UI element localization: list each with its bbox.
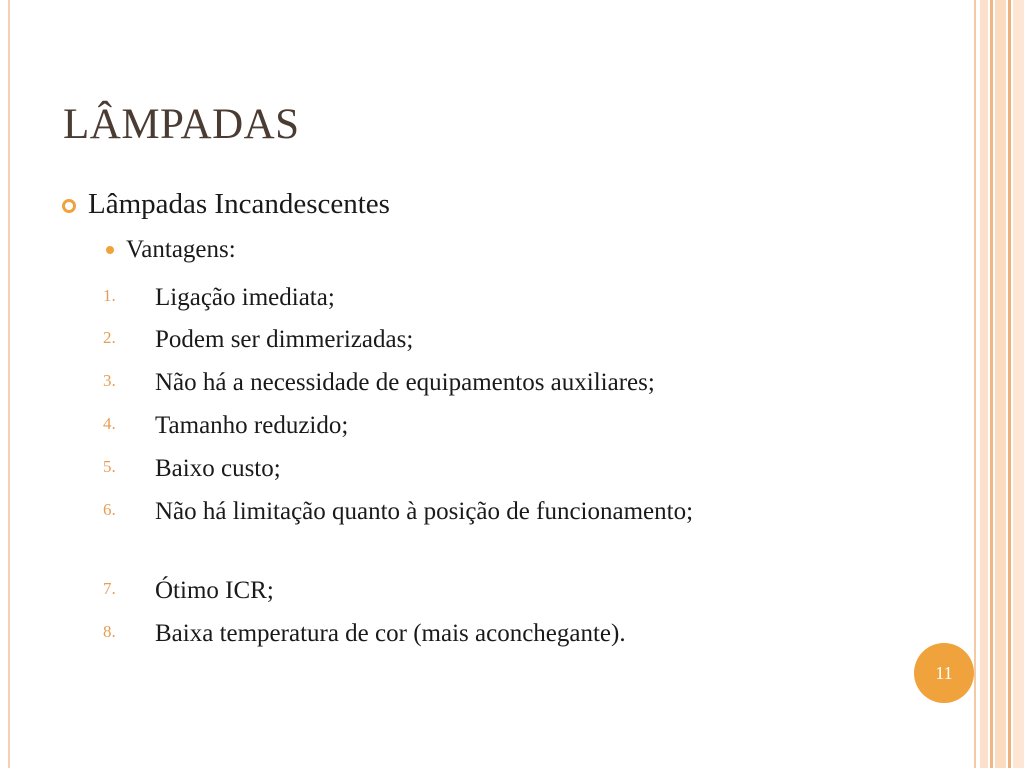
stripe [974,0,976,768]
list-text: Baixo custo; [155,455,281,482]
list-number: 8. [103,622,116,641]
list-text: Não há a necessidade de equipamentos auxiliares; [155,369,655,396]
list-item [103,280,795,315]
dot-bullet-icon [106,246,114,254]
stripe [1013,0,1024,768]
slide-title: LÂMPADAS [63,101,300,148]
stripe [995,0,1006,768]
list-text: Baixa temperatura de cor (mais aconchegante). [155,620,626,647]
list-text: Ótimo ICR; [155,577,274,604]
list-item [103,408,795,443]
bullet-level2-text: Vantagens: [126,236,236,263]
list-text: Podem ser dimmerizadas; [155,326,414,353]
bullet-level2 [106,236,236,264]
list-item [103,365,795,400]
list-text: Tamanho reduzido; [155,412,349,439]
ring-bullet-icon [62,199,76,213]
list-number: 6. [103,500,116,519]
list-number: 5. [103,457,116,476]
list-number: 2. [103,328,116,347]
left-border-line [8,0,10,768]
stripe [980,0,988,768]
list-number: 7. [103,579,116,598]
list-item [103,573,795,608]
stripe [990,0,993,768]
right-decorative-stripes [974,0,1024,768]
list-text: Não há limitação quanto à posição de funcionamento; [155,498,694,525]
bullet-level1 [62,188,390,221]
list-number: 1. [103,286,116,305]
list-item [103,616,795,651]
list-item [103,451,795,486]
stripe [1008,0,1011,768]
list-item [103,494,715,529]
page-number-badge: 11 [914,643,974,703]
list-text: Ligação imediata; [155,284,335,311]
list-number: 3. [103,371,116,390]
list-number: 4. [103,414,116,433]
list-item [103,322,795,357]
bullet-level1-text: Lâmpadas Incandescentes [88,188,390,220]
